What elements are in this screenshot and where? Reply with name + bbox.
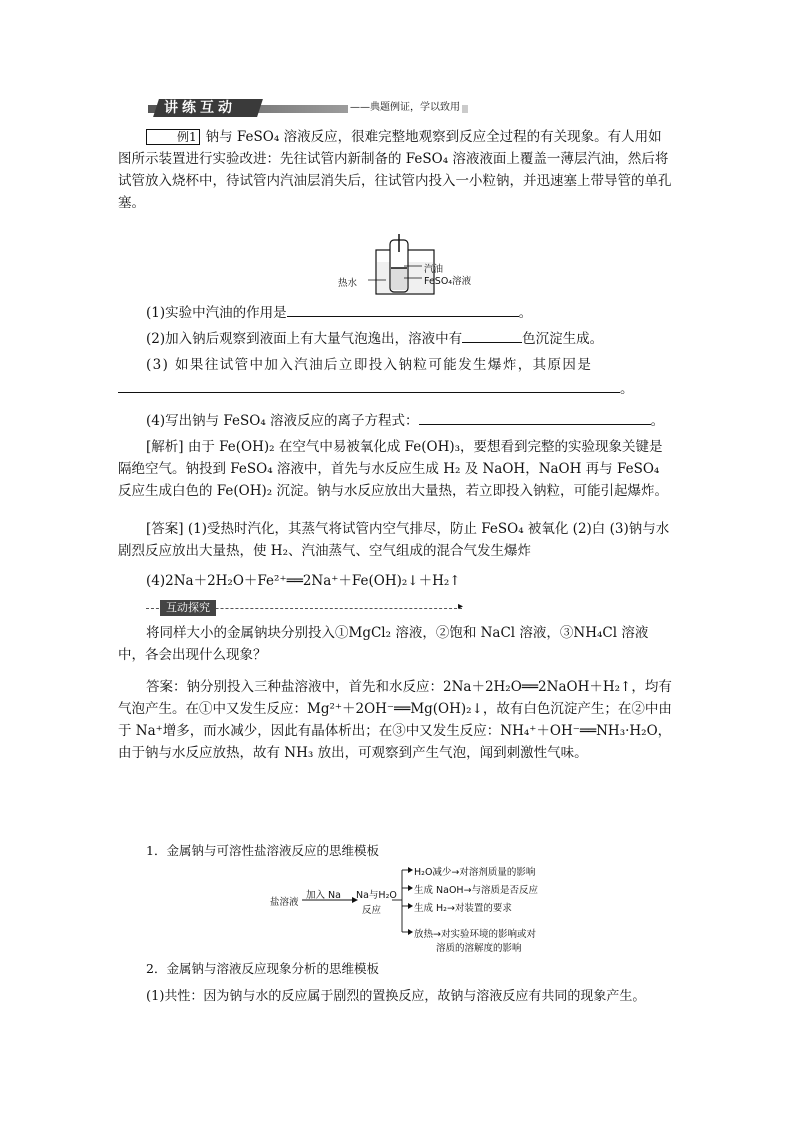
- q2-blank[interactable]: [462, 328, 522, 343]
- q1-text: (1)实验中汽油的作用是: [146, 305, 287, 321]
- question-3-line: [118, 378, 674, 400]
- example-stem: [118, 126, 674, 214]
- explore-answer-text: 答案：钠分别投入三种盐溶液中，首先和水反应：2Na＋2H₂O══2NaOH＋H₂↑，均有气泡产生。在①中又发生反应：Mg²⁺＋2OH⁻══Mg(OH)₂↓，故有白色沉淀产生；在②中由于 Na⁺增多，而水减少，因此有晶体析出；在③中又发生反应：NH₄⁺＋OH⁻══NH₃·H₂O，由于钠与水反应放热，故有 NH₃ 放出，可观察到产生气泡，闻到刺激性气味。: [118, 679, 672, 761]
- section2-item1-text: (1)共性：因为钠与水的反应属于剧烈的置换反应，故钠与溶液反应有共同的现象产生。: [146, 989, 646, 1004]
- q1-blank[interactable]: [287, 302, 519, 317]
- section2-item1: [146, 986, 686, 1008]
- banner-subtitle: ——典题例证，学以致用: [350, 102, 460, 113]
- diagram-middle-1: Na与H₂O: [356, 890, 397, 901]
- q3-blank[interactable]: [118, 378, 620, 393]
- q4-blank[interactable]: [419, 410, 651, 425]
- explore-question-text: 将同样大小的金属钠块分别投入①MgCl₂ 溶液，②饱和 NaCl 溶液，③NH₄Cl 溶液中，各会出现什么现象？: [118, 625, 649, 663]
- section2-title: [146, 958, 702, 980]
- question-4: [118, 410, 674, 432]
- diagram-branch-2: 生成 NaOH→与溶质是否反应: [414, 885, 539, 896]
- answer-equation: [118, 570, 674, 592]
- answer: [118, 518, 674, 562]
- q3-text: (3) 如果往试管中加入汽油后立即投入钠粒可能发生爆炸，其原因是: [146, 357, 593, 373]
- label-gasoline: 汽油: [424, 264, 444, 275]
- section-banner: [148, 99, 468, 117]
- explore-answer: [118, 676, 674, 764]
- section1-title-text: 1．金属钠与可溶性盐溶液反应的思维模板: [146, 843, 379, 858]
- explore-question: [118, 622, 674, 666]
- diagram-start: 盐溶液: [270, 897, 299, 908]
- arrow-icon: ▸: [458, 601, 464, 612]
- question-1: [118, 302, 674, 324]
- question-2: [118, 328, 674, 350]
- label-hot-water: 热水: [338, 278, 358, 289]
- q4-post: 。: [650, 413, 665, 429]
- question-3: [118, 354, 674, 376]
- diagram-arrow-label: 加入 Na: [306, 890, 341, 901]
- section1-title: [146, 840, 702, 862]
- example-stem-text: 钠与 FeSO₄ 溶液反应，很难完整地观察到反应全过程的有关现象。有人用如图所示装置进行实验改进：先往试管内新制备的 FeSO₄ 溶液液面上覆盖一薄层汽油，然后将试管放入烧杯中，待试管内汽油层消失后，往试管内投入一小粒钠，并迅速塞上带导管的单孔塞。: [118, 129, 672, 211]
- example-tag: 例1: [146, 129, 200, 145]
- answer-eq-text: (4)2Na＋2H₂O＋Fe²⁺══2Na⁺＋Fe(OH)₂↓＋H₂↑: [146, 573, 461, 589]
- analysis-tag: [解析]: [146, 439, 184, 455]
- answer-tag: [答案]: [146, 521, 184, 537]
- diagram-middle-2: 反应: [362, 905, 382, 916]
- section2-title-text: 2．金属钠与溶液反应现象分析的思维模板: [146, 961, 379, 976]
- q2-text: (2)加入钠后观察到液面上有大量气泡逸出，溶液中有: [146, 331, 463, 347]
- q3-post: 。: [620, 381, 634, 397]
- explore-divider: [146, 600, 466, 616]
- answer-text: (1)受热时汽化，其蒸气将试管内空气排尽，防止 FeSO₄ 被氧化 (2)白 (3)钠与水剧烈反应放出大量热，使 H₂、汽油蒸气、空气组成的混合气发生爆炸: [118, 521, 670, 559]
- solution: [391, 268, 407, 290]
- diagram-branch-4: 放热→对实验环境的影响或对: [414, 929, 536, 940]
- q4-text: (4)写出钠与 FeSO₄ 溶液反应的离子方程式：: [146, 413, 419, 429]
- diagram-branch-1: H₂O减少→对溶剂质量的影响: [414, 867, 536, 878]
- banner-title-text: 讲练互动: [164, 100, 236, 116]
- label-feso4: FeSO₄溶液: [424, 276, 472, 287]
- q1-post: 。: [518, 305, 533, 321]
- analysis: [118, 436, 674, 502]
- explore-label: 互动探究: [160, 600, 216, 616]
- q2-post: 色沉淀生成。: [522, 331, 604, 347]
- analysis-text: 由于 Fe(OH)₂ 在空气中易被氧化成 Fe(OH)₃，要想看到完整的实验现象关键是隔绝空气。钠投到 FeSO₄ 溶液中，首先与水反应生成 H₂ 及 NaOH，NaOH 再与 FeSO₄ 反应生成白色的 Fe(OH)₂ 沉淀。钠与水反应放出大量热，若立即投入钠粒，可能引起爆炸。: [118, 439, 668, 499]
- diagram-branch-5: 溶质的溶解度的影响: [436, 943, 522, 954]
- diagram-branch-3: 生成 H₂→对装置的要求: [414, 903, 512, 914]
